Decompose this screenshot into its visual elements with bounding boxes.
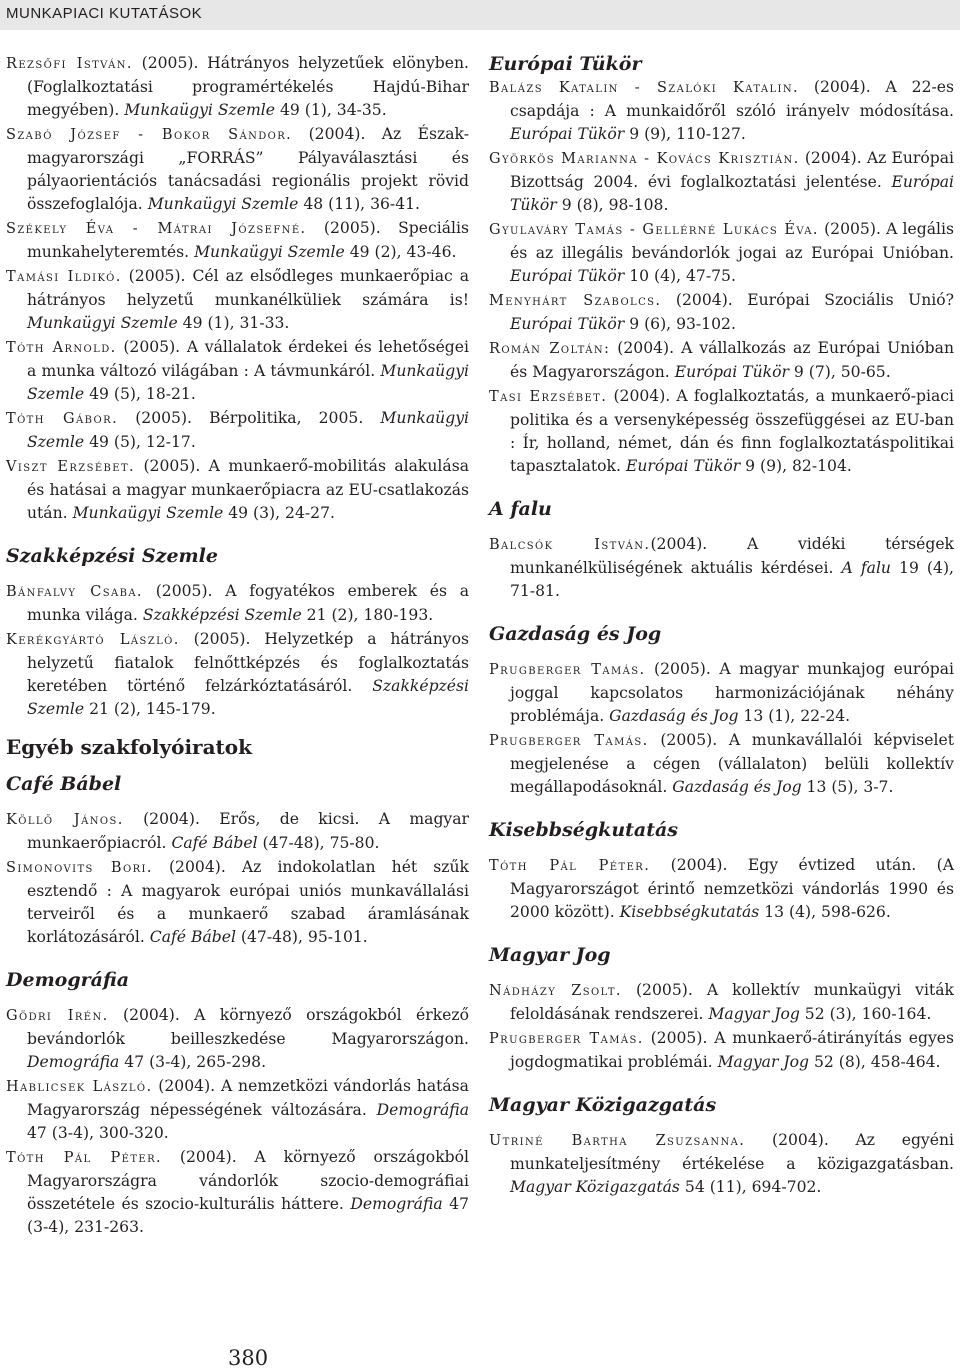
reference-journal: Demográfia (27, 1053, 120, 1071)
reference-entry (6, 856, 469, 949)
reference-journal: Kisebbségkutatás (619, 903, 760, 921)
reference-entry (6, 808, 469, 855)
reference-issue: 49 (1), 34-35. (275, 101, 387, 119)
reference-entry (489, 385, 954, 478)
reference-entry (6, 580, 469, 627)
section-heading-cafe-babel: Café Bábel (6, 773, 122, 795)
reference-entry (6, 217, 469, 264)
reference-authors: Gyulaváry Tamás - Gellérné Lukács Éva. (489, 222, 819, 238)
reference-entry (489, 854, 954, 924)
reference-title: (2004). Egy évtized után. (A Magyarországot érintő nemzetközi vándorlás 1990 és 2000 között). (510, 856, 955, 921)
section-heading-europai-tukor: Európai Tükör (489, 53, 642, 75)
section-heading-magyar-jog: Magyar Jog (489, 944, 611, 966)
reference-journal: Európai Tükör (674, 363, 789, 381)
page-number: 380 (228, 1346, 269, 1370)
reference-authors: Utriné Bartha Zsuzsanna. (489, 1133, 746, 1149)
references-block-munkaugyi (6, 52, 469, 525)
section-heading-kisebbsegkutatas: Kisebbségkutatás (489, 819, 679, 841)
reference-issue: (47-48), 75-80. (257, 834, 380, 852)
reference-journal: Munkaügyi Szemle (124, 101, 276, 119)
reference-journal: Európai Tükör (510, 173, 954, 214)
reference-entry (6, 407, 469, 454)
reference-title: (2005). A magyar munkajog európai joggal kapcsolatos harmonizációjának néhány problémája. (510, 660, 955, 725)
reference-journal: Európai Tükör (510, 267, 625, 285)
reference-entry (6, 1146, 469, 1239)
reference-journal: Munkaügyi Szemle (72, 504, 224, 522)
reference-journal: Munkaügyi Szemle (147, 195, 299, 213)
reference-issue: 47 (3-4), 300-320. (27, 1124, 169, 1142)
reference-authors: Prugberger Tamás. (489, 1031, 644, 1047)
reference-authors: Rezsőfi István. (6, 56, 133, 72)
reference-entry (6, 1004, 469, 1074)
reference-title: (2005). Helyzetkép a hátrányos helyzetű fiatalok felnőttképzés és foglalkoztatás keretében történő felzárkóztatásáról. (27, 630, 469, 695)
reference-journal: Magyar Közigazgatás (510, 1178, 680, 1196)
reference-authors: Tóth Arnold. (6, 340, 117, 356)
reference-title: (2005). A fogyatékos emberek és a munka világa. (27, 582, 469, 624)
reference-title: (2005). A kollektív munkaügyi viták feloldásának rendszerei. (510, 981, 954, 1023)
reference-issue: 21 (2), 180-193. (301, 606, 434, 624)
reference-authors: Prugberger Tamás. (489, 733, 649, 749)
reference-authors: Tamási Ildikó. (6, 269, 122, 285)
reference-authors: Tóth Gábor. (6, 411, 119, 427)
reference-journal: Demográfia (376, 1101, 469, 1119)
reference-journal: Demográfia (350, 1195, 443, 1213)
reference-title: (2005). Cél az elsődleges munkaerőpiac a hátrányos helyzetű munkanélküliek számára is! (27, 267, 469, 309)
reference-entry (6, 123, 469, 216)
reference-issue: 47 (3-4), 265-298. (119, 1053, 267, 1071)
reference-journal: Munkaügyi Szemle (27, 409, 469, 451)
reference-entry (489, 337, 954, 384)
reference-authors: Köllő János. (6, 812, 124, 828)
reference-authors: Hablicsek László. (6, 1079, 153, 1095)
reference-entry (6, 455, 469, 525)
reference-journal: Magyar Jog (717, 1053, 809, 1071)
reference-authors: Balázs Katalin - Szalóki Katalin. (489, 80, 800, 96)
right-column (489, 52, 954, 1200)
reference-issue: 49 (5), 12-17. (84, 433, 196, 451)
reference-title: (2005). A munkaerő-mobilitás alakulása és hatásai a magyar munkaerőpiacra az EU-csatlakozás után. (27, 457, 470, 522)
reference-authors: Tasi Erzsébet. (489, 389, 608, 405)
reference-authors: Tóth Pál Péter. (6, 1150, 163, 1166)
reference-authors: Simonovits Bori. (6, 860, 153, 876)
reference-entry (6, 265, 469, 335)
section-heading-magyar-kozigazgatas: Magyar Közigazgatás (489, 1094, 717, 1116)
reference-authors: Kerékgyártó László. (6, 632, 180, 648)
reference-issue: 48 (11), 36-41. (298, 195, 420, 213)
reference-entry (489, 289, 954, 336)
reference-journal: Munkaügyi Szemle (27, 314, 178, 332)
reference-entry (489, 658, 954, 728)
reference-issue: 52 (3), 160-164. (799, 1005, 932, 1023)
reference-issue: 10 (4), 47-75. (624, 267, 736, 285)
reference-journal: Magyar Jog (708, 1005, 800, 1023)
reference-issue: 49 (1), 31-33. (177, 314, 290, 332)
section-heading-demografia: Demográfia (6, 969, 130, 991)
reference-issue: 13 (5), 3-7. (801, 778, 894, 796)
reference-title: (2004). A foglalkoztatás, a munkaerő-piaci politika és a versenyképesség összefüggései az EU-ban : Ír, holland, német, dán és finn foglalkoztatáspolitikai tapasztalatok. (510, 387, 954, 475)
reference-authors: Györkös Marianna - Kovács Krisztián. (489, 151, 800, 167)
reference-title: (2004). Az Észak-magyarországi „FORRÁS” Pályaválasztási és pályaorientációs tanácsadási regionális projekt rövid összefoglalója. (27, 125, 470, 213)
reference-title: (2005). Hátrányos helyzetűek elönyben. (Foglalkoztatási programértékelés Hajdú-Bihar megyében). (27, 54, 469, 119)
reference-issue: 9 (6), 93-102. (624, 315, 736, 333)
reference-journal: Munkaügyi Szemle (194, 243, 345, 261)
reference-issue: 49 (5), 18-21. (84, 385, 196, 403)
reference-title: (2004). A környező országokból Magyarországra vándorlók szocio-demográfiai összetétele és szocio-kulturális háttere. (27, 1148, 469, 1213)
reference-entry (489, 729, 954, 799)
reference-title: (2004). Az indokolatlan hét szűk esztendő : A magyarok európai uniós munkavállalási terveiről és a munkaerő szabad áramlásának korlátozásáról. (27, 858, 469, 946)
reference-title: (2005). Bérpolitika, 2005. (118, 409, 381, 427)
reference-issue: 13 (4), 598-626. (759, 903, 891, 921)
reference-issue: 9 (7), 50-65. (788, 363, 891, 381)
reference-journal: Európai Tükör (625, 457, 741, 475)
reference-title: (2004). Erős, de kicsi. A magyar munkaerőpiacról. (27, 810, 469, 852)
reference-authors: Szabó József - Bokor Sándor. (6, 127, 293, 143)
reference-title: (2005). A vállalatok érdekei és lehetőségei a munka változó világában : A távmunkáról. (27, 338, 469, 380)
reference-issue: 21 (2), 145-179. (84, 700, 216, 718)
reference-entry (489, 218, 954, 288)
reference-issue: (47-48), 95-101. (235, 928, 368, 946)
reference-title: (2005). A legális és az illegális bevándorlók jogai az Európai Unióban. (510, 220, 954, 262)
reference-journal: A falu (841, 559, 891, 577)
reference-title: (2005). Speciális munkahelyteremtés. (27, 219, 469, 261)
reference-entry (489, 1027, 954, 1074)
reference-authors: Balcsók István. (489, 537, 651, 553)
reference-issue: 9 (8), 98-108. (556, 196, 669, 214)
reference-journal: Gazdaság és Jog (609, 707, 739, 725)
left-column (6, 52, 469, 1240)
reference-issue: 49 (3), 24-27. (223, 504, 335, 522)
reference-title: (2004). A nemzetközi vándorlás hatása Magyarország népességének változására. (27, 1077, 469, 1119)
reference-title: (2004). Európai Szociális Unió? (661, 291, 954, 309)
reference-journal: Szakképzési Szemle (27, 677, 469, 718)
reference-issue: 49 (2), 43-46. (344, 243, 457, 261)
reference-issue: 52 (8), 458-464. (808, 1053, 941, 1071)
reference-journal: Gazdaság és Jog (672, 778, 802, 796)
reference-authors: Tóth Pál Péter. (489, 858, 651, 874)
reference-title: (2004). A 22-es csapdája : A munkaidőről szóló irányelv módosítása. (510, 78, 954, 120)
reference-issue: 47 (3-4), 231-263. (27, 1195, 469, 1236)
reference-authors: Gödri Irén. (6, 1008, 109, 1024)
reference-journal: Szakképzési Szemle (142, 606, 302, 624)
reference-title: (2004). A vállalkozás az Európai Unióban és Magyarországon. (510, 339, 954, 381)
reference-journal: Café Bábel (171, 834, 258, 852)
reference-journal: Európai Tükör (510, 315, 625, 333)
reference-title: (2005). A munkaerő-átirányítás egyes jogdogmatikai problémái. (510, 1029, 954, 1071)
reference-entry (489, 533, 954, 603)
reference-journal: Európai Tükör (510, 125, 625, 143)
reference-entry (489, 979, 954, 1026)
reference-authors: Viszt Erzsébet. (6, 459, 136, 475)
reference-title: (2004). Az egyéni munkateljesítmény értékelése a közigazgatásban. (510, 1131, 954, 1173)
reference-entry (6, 336, 469, 406)
reference-issue: 9 (9), 82-104. (740, 457, 852, 475)
reference-entry (489, 147, 954, 217)
running-header-label: MUNKAPIACI KUTATÁSOK (6, 5, 203, 22)
section-heading-szakkepzesi-szemle: Szakképzési Szemle (6, 545, 218, 567)
reference-journal: Munkaügyi Szemle (27, 362, 469, 403)
group-heading-egyeb-szakfolyoiratok: Egyéb szakfolyóiratok (6, 735, 252, 759)
reference-title: (2005). A munkavállalói képviselet megjelenése a cégen (vállalaton) belüli kollektív megállapodásoknál. (510, 731, 954, 796)
reference-authors: Román Zoltán: (489, 341, 611, 357)
reference-authors: Prugberger Tamás. (489, 662, 646, 678)
reference-title: (2004). A környező országokból érkező bevándorlók beilleszkedése Magyarországon. (27, 1006, 469, 1048)
reference-title: (2004). Az Európai Bizottság 2004. évi foglalkoztatási jelentése. (510, 149, 954, 191)
reference-entry (489, 1129, 954, 1199)
section-heading-a-falu: A falu (489, 498, 552, 520)
reference-issue: 13 (1), 22-24. (738, 707, 851, 725)
reference-issue: 54 (11), 694-702. (679, 1178, 822, 1196)
section-heading-gazdasag-es-jog: Gazdaság és Jog (489, 623, 662, 645)
reference-journal: Café Bábel (149, 928, 236, 946)
reference-entry (489, 76, 954, 146)
reference-title: (2004). A vidéki térségek munkanélküliségének aktuális kérdései. (510, 535, 954, 577)
reference-entry (6, 628, 469, 721)
reference-authors: Menyhárt Szabolcs. (489, 293, 662, 309)
reference-issue: 9 (9), 110-127. (624, 125, 746, 143)
reference-authors: Székely Éva - Mátrai Józsefné. (6, 221, 307, 237)
running-header (0, 0, 960, 30)
reference-authors: Nádházy Zsolt. (489, 983, 622, 999)
reference-entry (6, 1075, 469, 1145)
reference-entry (6, 52, 469, 122)
reference-issue: 19 (4), 71-81. (510, 559, 954, 600)
reference-authors: Bánfalvy Csaba. (6, 584, 143, 600)
